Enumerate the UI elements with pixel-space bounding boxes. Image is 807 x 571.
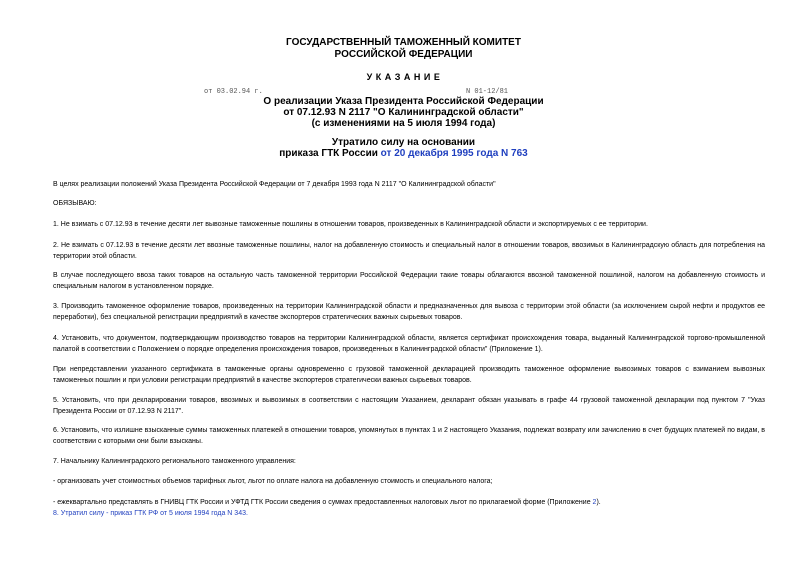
p8-suffix: .	[245, 510, 248, 517]
title-line2: от 07.12.93 N 2117 "О Калининградской области"	[283, 107, 524, 118]
paragraph-1: 1. Не взимать с 07.12.93 в течение десяти лет вывозные таможенные пошлины в отношении товаров, произведенных в Калининградской области и экспортируемых с ее территории.	[53, 221, 648, 228]
paragraph-4: 4. Установить, что документом, подтверждающим производство товаров на территории Калининградской области, является сертификат происхождения товара, выданный Калининградской торгово-промышленной палатой в соответствии с Положением о порядке определения происхождения товаров, произведенных в Калининградской области" (Приложение 1).	[53, 335, 765, 353]
oblige-heading: ОБЯЗЫВАЮ:	[53, 200, 97, 207]
title-line1: О реализации Указа Президента Российской Федерации	[263, 96, 544, 107]
repeal-link[interactable]: от 20 декабря 1995 года N 763	[380, 148, 528, 159]
repeal-line2	[0, 148, 807, 160]
repeal-line1: Утратило силу на основании	[331, 137, 476, 148]
paragraph-8	[53, 508, 765, 519]
paragraph-7b	[53, 497, 765, 508]
p8-prefix: 8. Утратил силу - приказ ГТК РФ	[53, 510, 159, 517]
intro-paragraph: В целях реализации положений Указа Президента Российской Федерации от 7 декабря 1993 года N 2117 "О Калининградской области"	[53, 181, 496, 188]
doc-type: У К А З А Н И Е	[366, 72, 441, 82]
paragraph-5: 5. Установить, что при декларировании товаров, ввозимых и вывозимых в соответствии с настоящим Указанием, декларант обязан указывать в графе 44 грузовой таможенной декларации под пунктом 7 "Указ Президента России от 07.12.93 N 2117".	[53, 397, 765, 415]
org-name-line1: ГОСУДАРСТВЕННЫЙ ТАМОЖЕННЫЙ КОМИТЕТ	[286, 37, 521, 48]
appendix-2-link[interactable]: 2	[592, 499, 597, 506]
paragraph-7: 7. Начальнику Калининградского регионального таможенного управления:	[53, 458, 296, 465]
p7b-prefix: - ежеквартально представлять в ГНИВЦ ГТК России и УФТД ГТК России сведения о суммах предоставленных налоговых льгот по прилагаемой форме (Приложение	[53, 499, 593, 506]
org-name-line2: РОССИЙСКОЙ ФЕДЕРАЦИИ	[334, 49, 473, 60]
paragraph-7a: - организовать учет стоимостных объемов тарифных льгот, льгот по оплате налога на добавленную стоимость и специального налога;	[53, 478, 493, 485]
paragraph-4b: При непредставлении указанного сертификата в таможенные органы одновременно с грузовой таможенной декларацией производить таможенное оформление вывозимых товаров с взиманием вывозных таможенных пошлин и при условии регистрации предприятий в качестве экспортеров стратегически важных сырьевых товаров.	[53, 366, 765, 384]
doc-date: от 03.02.94 г.	[204, 88, 263, 96]
repeal-prefix: приказа ГТК России	[279, 148, 378, 159]
paragraph-2b: В случае последующего ввоза таких товаров на остальную часть таможенной территории Российской Федерации такие товары облагаются ввозной таможенной пошлиной, налогом на добавленную стоимость и специальным налогом в установленном порядке.	[53, 272, 765, 290]
title-line3: (с изменениями на 5 июля 1994 года)	[311, 118, 496, 129]
doc-number: N 01-12/81	[466, 88, 509, 96]
paragraph-6: 6. Установить, что излишне взысканные суммы таможенных платежей в отношении товаров, упомянутых в пунктах 1 и 2 настоящего Указания, подлежат возврату или зачислению в счет будущих платежей по видам, в соответствии с которыми они были взысканы.	[53, 427, 765, 445]
paragraph-2: 2. Не взимать с 07.12.93 в течение десяти лет ввозные таможенные пошлины, налог на добавленную стоимость и специальный налог в отношении товаров, ввозимых в Калининградскую область для потребления на территории этой области.	[53, 242, 765, 260]
p8-link[interactable]: от 5 июля 1994 года N 343	[160, 510, 246, 517]
paragraph-3: 3. Производить таможенное оформление товаров, произведенных на территории Калининградской области и предназначенных для вывоза с территории этой области (за исключением сырой нефти и продуктов ее переработки), без специальной регистрации предприятий в качестве экспортеров стратегических важных сырьевых товаров.	[53, 303, 765, 321]
p7b-suffix: ).	[596, 499, 601, 506]
